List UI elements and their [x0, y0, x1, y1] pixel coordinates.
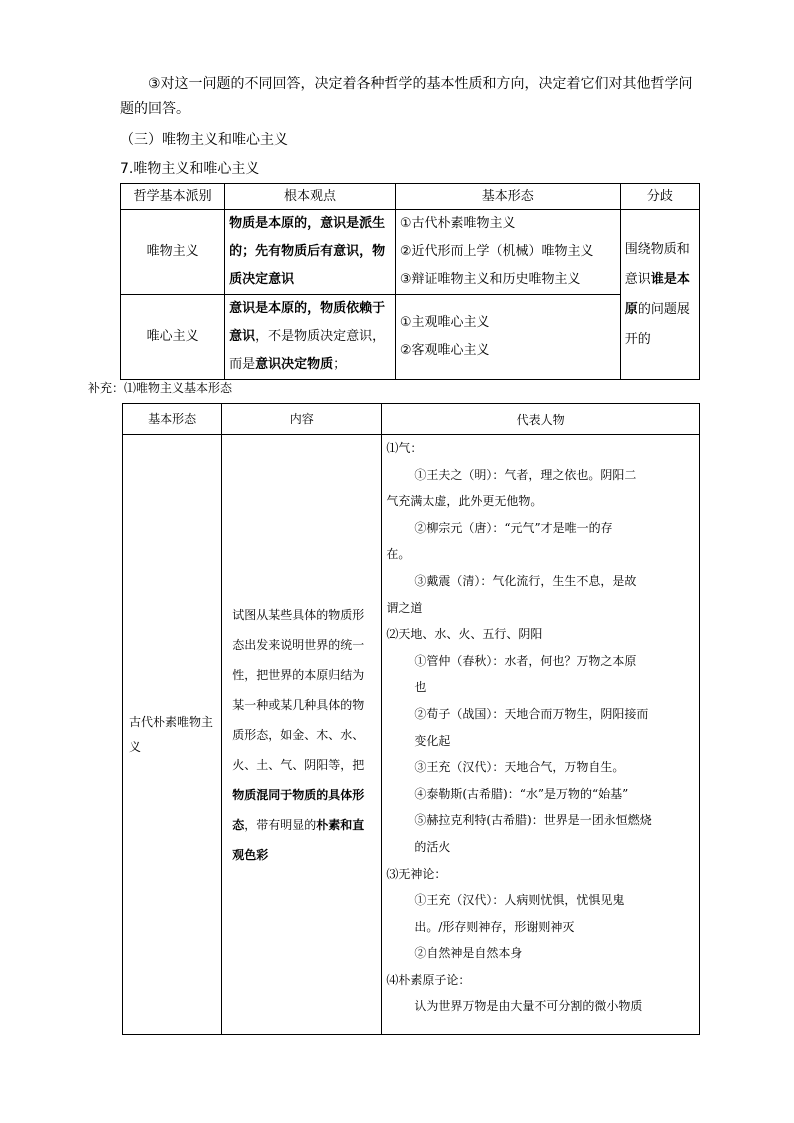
view-cell [225, 210, 396, 295]
form-item: ②近代形而上学（机械）唯物主义 [399, 244, 594, 259]
divergence-cell [620, 210, 699, 380]
representative-line: 出。/形存则神存，形谢则神灭 [414, 919, 575, 934]
form-item: ①主观唯心主义 [399, 315, 490, 330]
view-cell [225, 295, 396, 380]
divergence-text: 围绕物质和意识 [624, 241, 690, 287]
content-cell [222, 435, 382, 1035]
view-text: 意识是本原的，物质依赖于意识 [229, 301, 386, 344]
supplement-heading: 补充：⑴唯物主义基本形态 [88, 381, 233, 395]
view-text: 物质是本原的，意识是派生的；先有物质后有意识，物质决定意识 [229, 216, 386, 287]
form-item: ①古代朴素唯物主义 [399, 216, 516, 231]
divergence-text: 的问题展开的 [624, 301, 690, 347]
intro-paragraph: ③对这一问题的不同回答，决定着各种哲学的基本性质和方向，决定着它们对其他哲学问题的回答。 [120, 76, 693, 117]
representative-line: ⑤赫拉克利特(古希腊)：世界是一团永恒燃烧 [414, 813, 652, 828]
view-text: ，不是物质决定意识，而是 [229, 329, 386, 372]
representative-line: ⑶无神论： [386, 866, 447, 881]
section-heading: （三）唯物主义和唯心主义 [120, 132, 288, 148]
form-item: ②客观唯心主义 [399, 343, 490, 358]
subsection-heading: 7.唯物主义和唯心主义 [120, 161, 260, 177]
representative-line: ⑴气： [386, 441, 423, 455]
representative-line: ①管仲（春秋）：水者，何也？万物之本原 [414, 653, 637, 668]
table-row [121, 210, 700, 295]
representative-line: 谓之道 [386, 600, 423, 615]
representative-line: ④泰勒斯(古希腊)：“水”是万物的“始基” [414, 786, 629, 801]
representative-line: ①王夫之（明）：气者，理之依也。阴阳二 [414, 467, 637, 482]
content-emphasis: 物质混同于物质的具体形态 [232, 787, 365, 832]
materialism-idealism-table [120, 183, 700, 380]
representative-line: 气充满太虚，此外更无他物。 [386, 494, 543, 509]
representatives-cell [382, 435, 700, 1035]
table-row [123, 435, 700, 1035]
header-cell: 根本观点 [225, 184, 396, 210]
representative-line: ③戴震（清）：气化流行，生生不息，是故 [414, 573, 637, 588]
representative-line: ⑵天地、水、火、五行、阴阳 [386, 627, 543, 642]
representative-line: ①王充（汉代）：人病则忧惧，忧惧见鬼 [414, 893, 625, 908]
representative-line: 在。 [386, 547, 411, 562]
header-cell: 基本形态 [123, 404, 222, 435]
divergence-emphasis: 谁是本原 [624, 271, 690, 317]
representative-line: ⑷朴素原子论： [386, 972, 471, 987]
header-cell: 哲学基本派别 [121, 184, 225, 210]
representative-line: ③王充（汉代）：天地合气，万物自生。 [414, 760, 625, 775]
header-cell: 分歧 [620, 184, 699, 210]
content-text: 试图从某些具体的物质形态出发来说明世界的统一性，把世界的本原归结为某一种或某几种具体的物质形态，如金、木、水、火、土、气、阴阳等，把 [232, 607, 365, 772]
representative-line: 认为世界万物是由大量不可分割的微小物质 [414, 999, 643, 1014]
forms-cell [395, 210, 620, 295]
materialism-forms-table [122, 403, 700, 1035]
header-cell: 基本形态 [395, 184, 620, 210]
form-cell: 古代朴素唯物主义 [123, 435, 222, 1035]
representative-line: 变化起 [414, 733, 451, 748]
header-cell: 代表人物 [382, 404, 700, 435]
school-cell: 唯心主义 [121, 295, 225, 380]
representatives-list [386, 435, 695, 1031]
table-row [121, 295, 700, 380]
forms-cell [395, 295, 620, 380]
content-emphasis: 朴素和直观色彩 [232, 817, 365, 862]
view-text: 意识决定物质 [255, 357, 334, 372]
table-header-row [121, 184, 700, 210]
table-header-row [123, 404, 700, 435]
representative-line: ②柳宗元（唐）：“元气”才是唯一的存 [414, 520, 613, 535]
representative-line: ②荀子（战国）：天地合而万物生，阴阳接而 [414, 706, 649, 721]
header-cell: 内容 [222, 404, 382, 435]
content-text: ，带有明显的 [244, 817, 317, 832]
view-text: ； [333, 357, 347, 372]
school-cell: 唯物主义 [121, 210, 225, 295]
form-item: ③辩证唯物主义和历史唯物主义 [399, 272, 581, 287]
representative-line: 也 [414, 680, 427, 695]
representative-line: 的活火 [414, 839, 451, 854]
representative-line: ②自然神是自然本身 [414, 946, 523, 961]
